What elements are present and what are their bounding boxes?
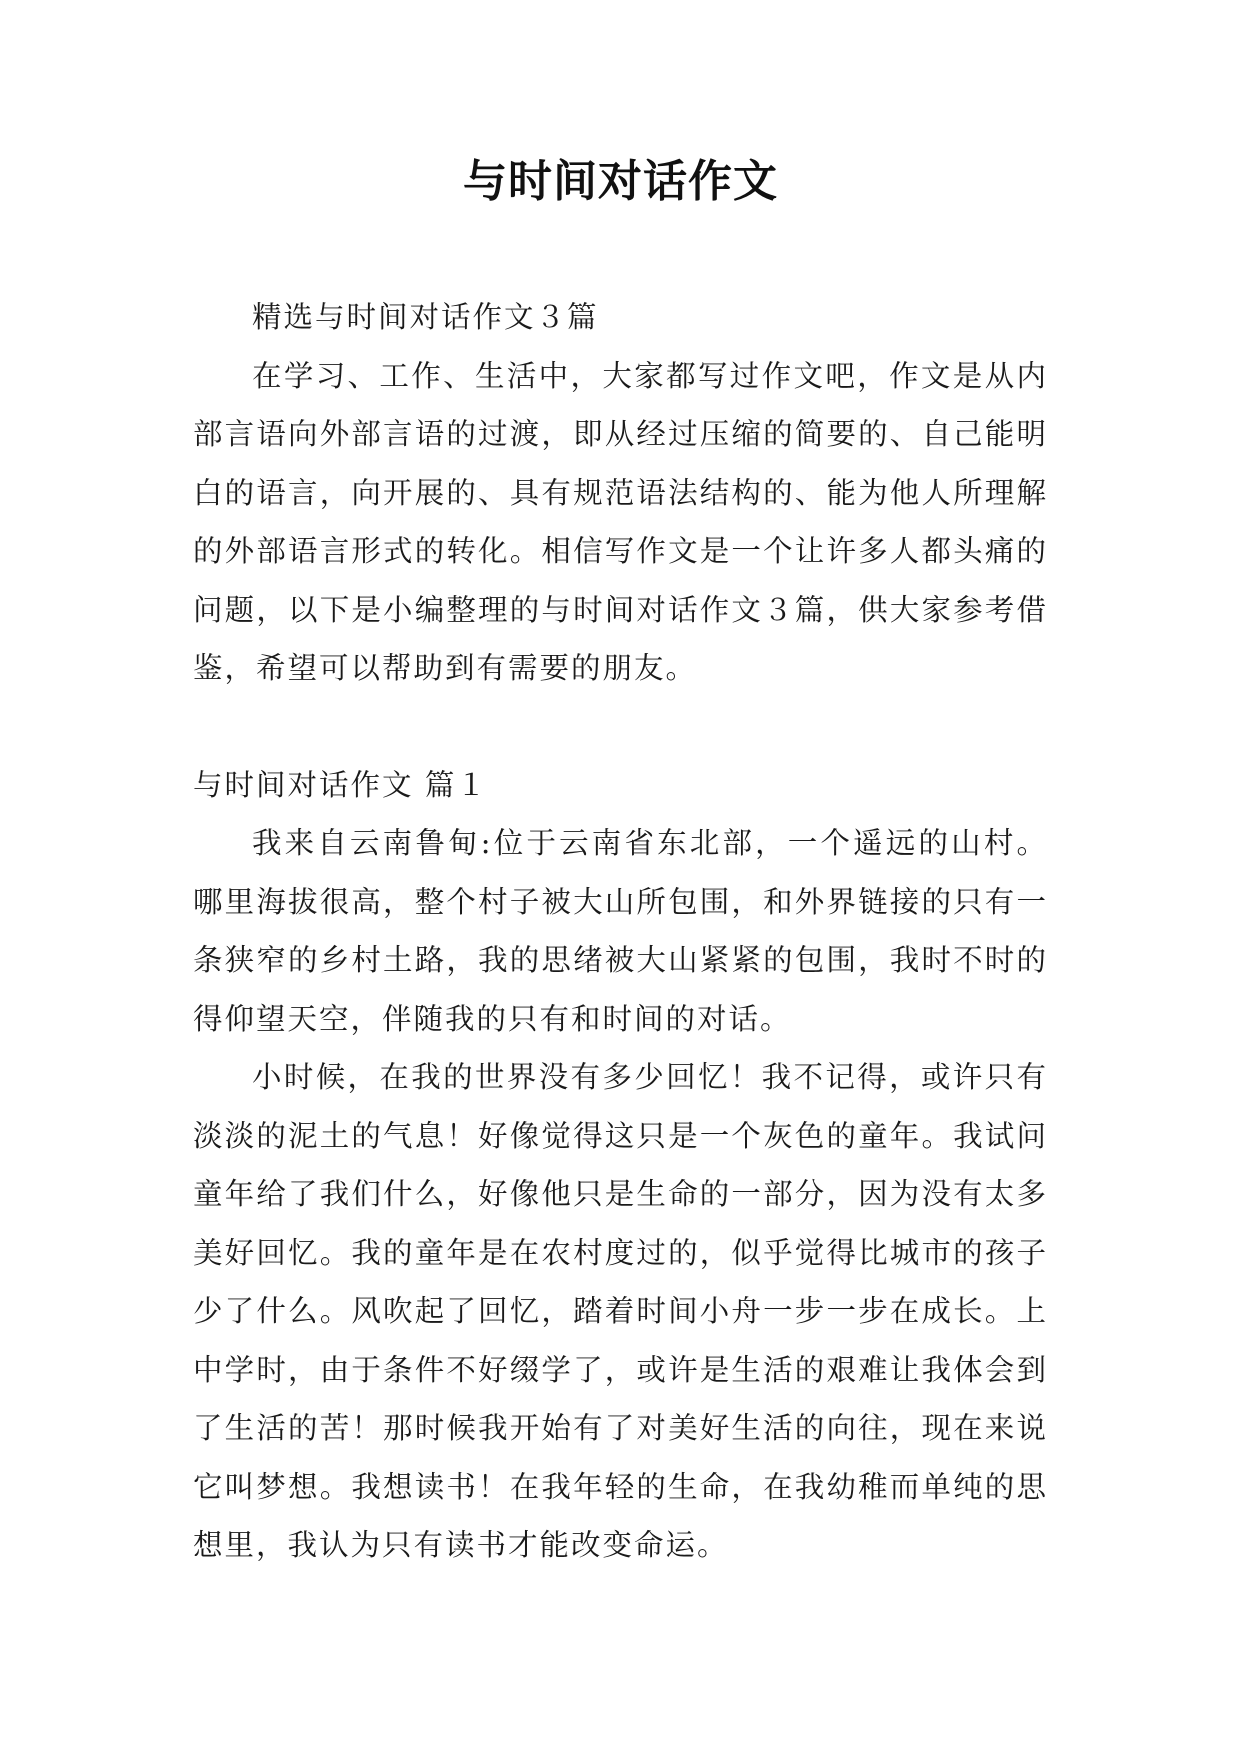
document-title: 与时间对话作文: [463, 156, 778, 207]
body-paragraph: 小时候，在我的世界没有多少回忆！我不记得，或许只有淡淡的泥土的气息！好像觉得这只是一个灰色的童年。我试问童年给了我们什么，好像他只是生命的一部分，因为没有太多美好回忆。我的童年是在农村度过的，似乎觉得比城市的孩子少了什么。风吹起了回忆，踏着时间小舟一步一步在成长。上中学时，由于条件不好缀学了，或许是生活的艰难让我体会到了生活的苦！那时候我开始有了对美好生活的向往，现在来说它叫梦想。我想读书！在我年轻的生命，在我幼稚而单纯的思想里，我认为只有读书才能改变命运。: [193, 1060, 1048, 1562]
document-subtitle: 精选与时间对话作文３篇: [252, 300, 599, 334]
section-heading: 与时间对话作文 篇１: [193, 767, 488, 802]
intro-paragraph: 在学习、工作、生活中，大家都写过作文吧，作文是从内部言语向外部言语的过渡，即从经过压缩的简要的、自己能明白的语言，向开展的、具有规范语法结构的、能为他人所理解的外部语言形式的转化。相信写作文是一个让许多人都头痛的问题，以下是小编整理的与时间对话作文３篇，供大家参考借鉴，希望可以帮助到有需要的朋友。: [193, 358, 1048, 685]
document-body: [193, 288, 1048, 1575]
body-paragraph: 我来自云南鲁甸:位于云南省东北部，一个遥远的山村。哪里海拔很高，整个村子被大山所包围，和外界链接的只有一条狭窄的乡村土路，我的思绪被大山紧紧的包围，我时不时的得仰望天空，伴随我的只有和时间的对话。: [193, 826, 1048, 1036]
